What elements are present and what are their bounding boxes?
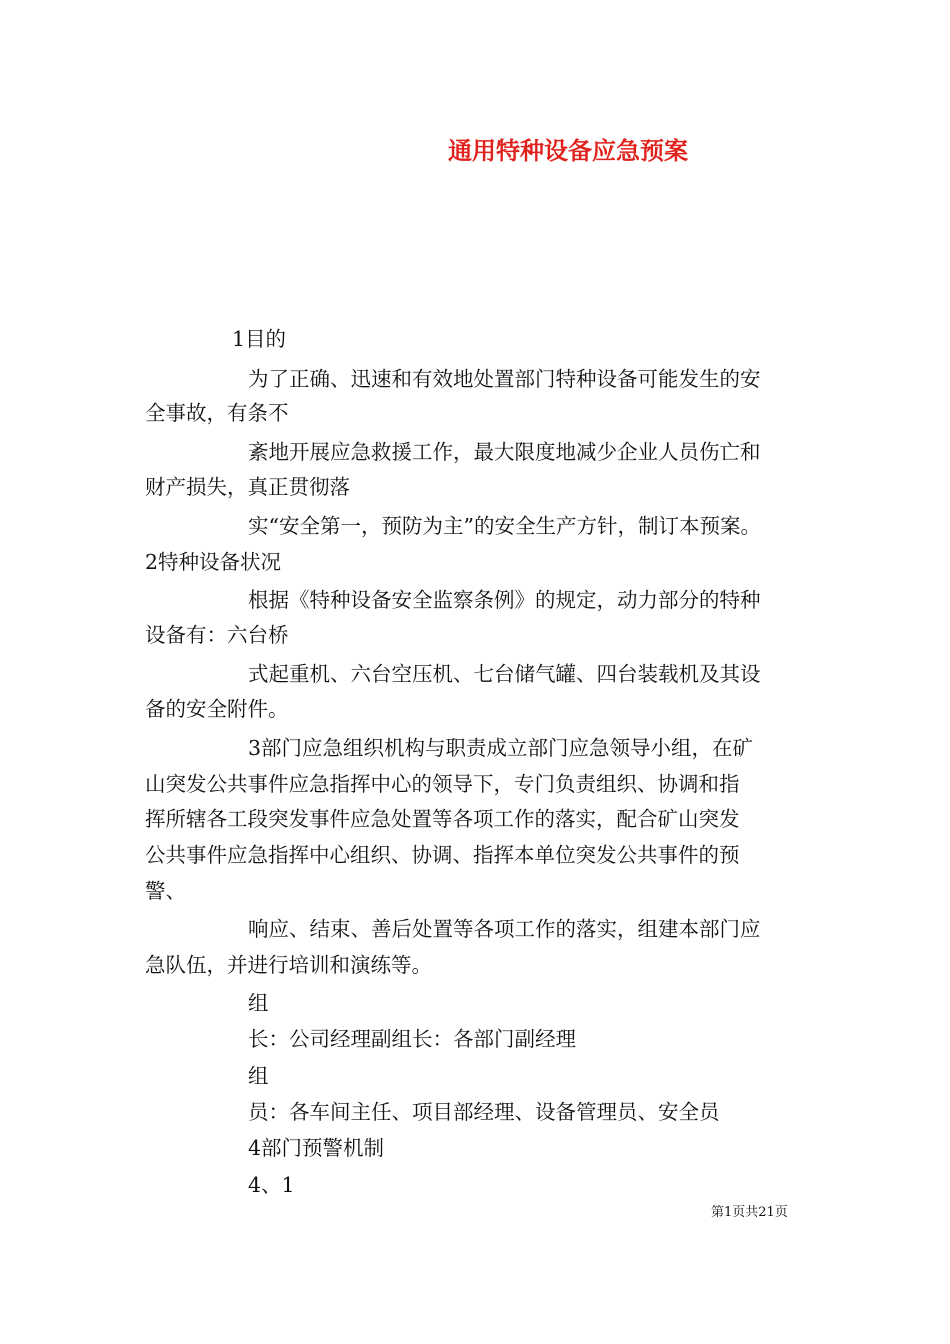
text-line: 为了正确、迅速和有效地处置部门特种设备可能发生的安 — [248, 367, 761, 391]
text-line: 响应、结束、善后处置等各项工作的落实，组建本部门应 — [248, 917, 761, 941]
text-line: 式起重机、六台空压机、七台储气罐、四台装载机及其设 — [248, 662, 761, 686]
text-line: 4部门预警机制 — [248, 1136, 385, 1160]
text-line: 4、1 — [248, 1173, 295, 1197]
text-line: 公共事件应急指挥中心组织、协调、指挥本单位突发公共事件的预 — [145, 843, 740, 867]
text-line: 山突发公共事件应急指挥中心的领导下，专门负责组织、协调和指 — [145, 772, 740, 796]
page-number-footer: 第1页共21页 — [711, 1205, 788, 1220]
text-line: 全事故，有条不 — [145, 401, 289, 425]
text-line: 根据《特种设备安全监察条例》的规定，动力部分的特种 — [248, 588, 761, 612]
text-line: 组 — [248, 1064, 269, 1088]
text-line: 财产损失，真正贯彻落 — [145, 475, 350, 499]
text-line: 警、 — [145, 879, 186, 903]
text-line: 挥所辖各工段突发事件应急处置等各项工作的落实，配合矿山突发 — [145, 807, 740, 831]
document-title: 通用特种设备应急预案 — [448, 136, 688, 165]
text-line: 员：各车间主任、项目部经理、设备管理员、安全员 — [248, 1100, 720, 1124]
text-line: 备的安全附件。 — [145, 697, 289, 721]
text-line: 急队伍，并进行培训和演练等。 — [145, 953, 432, 977]
text-line: 2特种设备状况 — [145, 550, 282, 574]
text-line: 长：公司经理副组长：各部门副经理 — [248, 1027, 576, 1051]
text-line: 紊地开展应急救援工作，最大限度地减少企业人员伤亡和 — [248, 440, 761, 464]
text-line: 实“安全第一，预防为主”的安全生产方针，制订本预案。 — [248, 514, 761, 538]
text-line: 1目的 — [232, 327, 287, 351]
text-line: 3部门应急组织机构与职责成立部门应急领导小组，在矿 — [248, 736, 754, 760]
text-line: 组 — [248, 991, 269, 1015]
text-line: 设备有：六台桥 — [145, 623, 289, 647]
